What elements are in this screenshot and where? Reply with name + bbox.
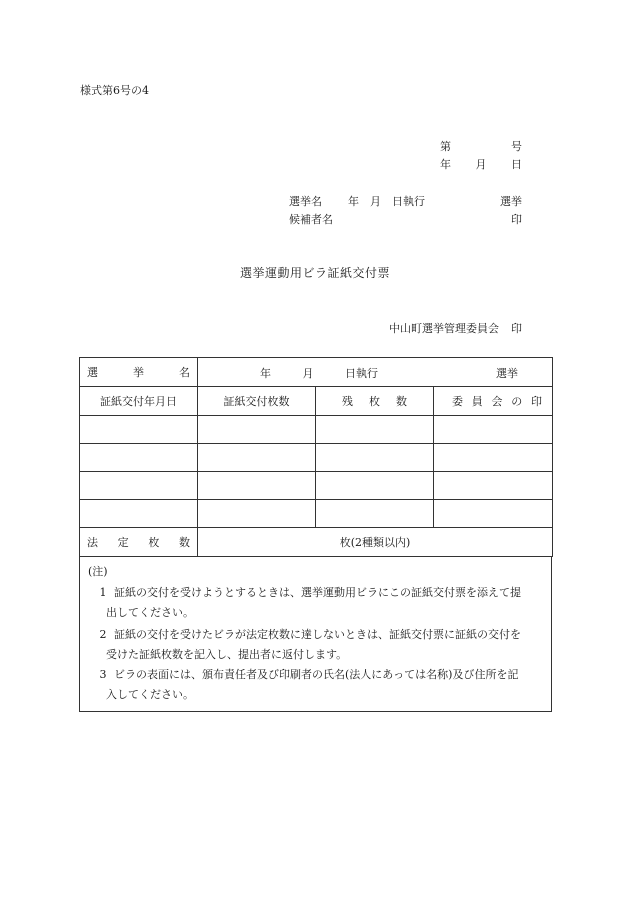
note-number: 2 — [99, 628, 107, 641]
issue-date-cell[interactable] — [80, 444, 198, 472]
seal-cell[interactable] — [434, 444, 553, 472]
legal-label-char: 枚 — [148, 536, 160, 549]
remaining-char: 残 — [342, 395, 353, 408]
note-continuation: 出してください。 — [106, 606, 194, 619]
issue-date-year: 年 — [440, 158, 451, 171]
note-item — [88, 625, 550, 665]
remaining-cell[interactable] — [316, 444, 434, 472]
note-number: 3 — [99, 668, 107, 681]
legal-count-row — [80, 528, 553, 557]
document-number-block — [440, 138, 522, 174]
header-remaining — [316, 387, 434, 416]
note-text: 証紙の交付を受けようとするときは、選挙運動用ビラにこの証紙交付票を添えて提 — [114, 586, 521, 599]
candidate-seal: 印 — [511, 213, 522, 226]
notes-heading: (注) — [88, 565, 108, 578]
header-issue-count: 証紙交付枚数 — [198, 387, 316, 416]
document-number-prefix: 第 — [440, 140, 451, 153]
election-row — [80, 358, 553, 387]
issue-count-cell[interactable] — [198, 472, 316, 500]
election-label-cell — [80, 358, 198, 387]
issuer-line — [389, 320, 522, 336]
election-suffix-cell: 選挙 — [496, 367, 519, 380]
table-row — [80, 444, 553, 472]
issue-table — [79, 357, 553, 557]
issue-date-cell[interactable] — [80, 472, 198, 500]
election-label-char: 名 — [179, 366, 190, 379]
election-label-char: 挙 — [133, 366, 144, 379]
seal-char: の — [511, 395, 523, 408]
form-number: 様式第6号の4 — [80, 84, 149, 97]
seal-cell[interactable] — [434, 500, 553, 528]
election-date-month: 月 — [302, 367, 314, 380]
remaining-char: 枚 — [369, 395, 380, 408]
table-row — [80, 500, 553, 528]
issue-date-day: 日 — [511, 158, 522, 171]
document-title: 選挙運動用ビラ証紙交付票 — [239, 266, 390, 280]
header-issue-date: 証紙交付年月日 — [80, 387, 198, 416]
note-item — [88, 665, 550, 705]
legal-count-value-cell[interactable]: 枚(2種類以内) — [198, 528, 553, 557]
election-name-label: 選挙名 — [289, 195, 322, 208]
note-number: 1 — [99, 586, 107, 599]
legal-label-char: 法 — [87, 536, 98, 549]
candidate-label: 候補者名 — [289, 213, 333, 226]
table-row — [80, 472, 553, 500]
note-text: 証紙の交付を受けたビラが法定枚数に達しないときは、証紙交付票に証紙の交付を — [114, 628, 521, 641]
notes-box — [79, 556, 552, 712]
issue-date-row — [440, 156, 522, 174]
seal-char: 会 — [491, 395, 503, 408]
remaining-cell[interactable] — [316, 416, 434, 444]
election-suffix: 選挙 — [500, 195, 522, 208]
column-header-row — [80, 387, 553, 416]
issue-date-cell[interactable] — [80, 416, 198, 444]
seal-cell[interactable] — [434, 416, 553, 444]
legal-count-label-cell — [80, 528, 198, 557]
seal-char: 委 — [452, 395, 463, 408]
election-name-row — [289, 193, 522, 211]
remaining-char: 数 — [396, 395, 407, 408]
legal-label-char: 定 — [117, 536, 129, 549]
seal-cell[interactable] — [434, 472, 553, 500]
note-text: ビラの表面には、頒布責任者及び印刷者の氏名(法人にあっては名称)及び住所を記 — [114, 668, 519, 681]
table-row — [80, 416, 553, 444]
issue-count-cell[interactable] — [198, 500, 316, 528]
legal-label-char: 数 — [178, 536, 190, 549]
seal-char: 印 — [531, 395, 542, 408]
document-number-suffix: 号 — [511, 140, 522, 153]
issue-count-cell[interactable] — [198, 416, 316, 444]
election-value-cell[interactable] — [198, 358, 553, 387]
issue-date-cell[interactable] — [80, 500, 198, 528]
election-date-year: 年 — [260, 367, 271, 380]
document-number-row — [440, 138, 522, 156]
election-date-text: 年 月 日執行 — [348, 195, 425, 208]
candidate-row — [289, 211, 522, 229]
header-committee-seal — [434, 387, 553, 416]
remaining-cell[interactable] — [316, 500, 434, 528]
note-continuation: 入してください。 — [106, 688, 194, 701]
issue-date-month: 月 — [475, 158, 487, 171]
issuer-name: 中山町選挙管理委員会 — [389, 322, 499, 335]
remaining-cell[interactable] — [316, 472, 434, 500]
election-date-day: 日執行 — [345, 367, 378, 380]
note-continuation: 受けた証紙枚数を記入し、提出者に返付します。 — [106, 648, 348, 661]
note-item — [88, 583, 550, 623]
election-info-block — [289, 193, 522, 229]
issuer-seal: 印 — [511, 322, 522, 335]
issue-count-cell[interactable] — [198, 444, 316, 472]
election-label-char: 選 — [87, 366, 98, 379]
seal-char: 員 — [471, 395, 483, 408]
